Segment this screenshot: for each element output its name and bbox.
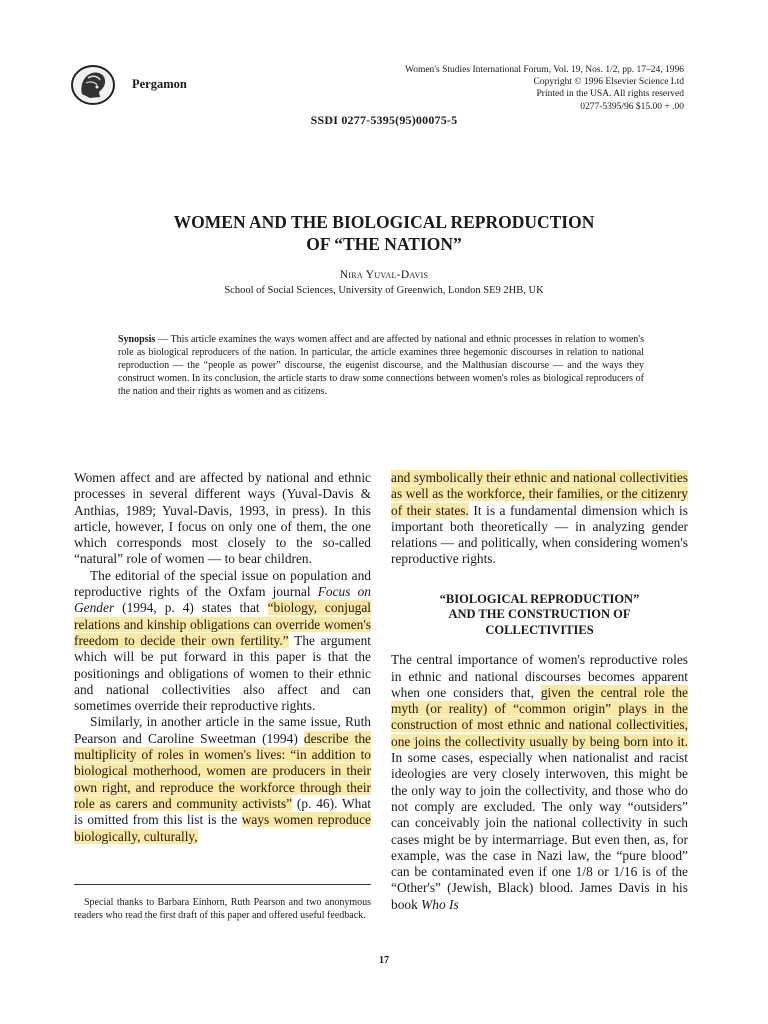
- journal-title-italic: Focus on Gender: [74, 584, 371, 616]
- pergamon-logo-icon: [70, 64, 116, 106]
- journal-citation: [405, 64, 684, 113]
- paragraph: [391, 470, 688, 568]
- highlighted-quote: “biology, conjugal relations and kinship obligations can override women's freedom to decide their own fertility.”: [74, 600, 372, 648]
- paragraph: [74, 568, 371, 715]
- page-number: 17: [379, 955, 389, 966]
- ssdi-code: SSDI 0277-5395(95)00075-5: [310, 113, 458, 127]
- footnote-divider: [74, 884, 371, 885]
- title-line: OF “THE NATION”: [306, 234, 462, 254]
- highlighted-quote: describe the multiplicity of roles in women's lives: “in addition to biological motherhood, women are producers in their own right, and reproduce the workforce through their role as carers and community activists”: [74, 730, 371, 811]
- article-title: [0, 211, 768, 255]
- heading-line: “BIOLOGICAL REPRODUCTION”: [439, 591, 640, 606]
- book-title-italic: Who Is: [421, 896, 459, 912]
- text-run: The editorial of the special issue on population and reproductive rights of the Oxfam journal: [74, 567, 371, 600]
- journal-line: Printed in the USA. All rights reserved: [536, 89, 684, 100]
- title-line: WOMEN AND THE BIOLOGICAL REPRODUCTION: [173, 212, 595, 232]
- right-column: [391, 470, 688, 913]
- text-run: (p. 46). What is omitted from this list is the: [74, 795, 371, 828]
- text-run: In some cases, especially when nationalist and racist ideologies are very closely interwoven, this might be the only way to join the collectivity, and those who do not comply are excluded. The only way “outsiders” can conceivably join the national collectivity in such cases might be by intermarriage. But even then, as, for example, was the case in Nazi law, the “pure blood” can be contaminated even if one 1/8 or 1/16 is of the “Other's” (Jewish, Black) blood. James Davis in his book: [391, 750, 688, 912]
- synopsis-text: — This article examines the ways women affect and are affected by national and ethnic processes in relation to women's role as biological reproducers of the nation. In particular, the article examines three hegemonic discourses in relation to national reproduction — the “people as power” discourse, the eugenist discourse, and the Malthusian discourse — and the ways they construct women. In its conclusion, the article starts to draw some connections between women's roles as biological reproducers of the nation and their rights as women and as citizens.: [118, 334, 644, 397]
- heading-line: COLLECTIVITIES: [485, 622, 594, 637]
- synopsis: [118, 333, 644, 398]
- text-run: The argument which will be put forward in this paper is that the positionings and obligations of women to their ethnic and national collectivities also affect and can sometimes override their reproductive rights.: [74, 632, 371, 714]
- highlighted-text: and symbolically their ethnic and national collectivities as well as the workforce, their families, or the citizenry of their states.: [391, 470, 688, 518]
- paragraph: [391, 652, 688, 913]
- publisher-name: Pergamon: [132, 77, 187, 91]
- text-run: Similarly, in another article in the same issue, Ruth Pearson and Caroline Sweetman (1994): [74, 714, 371, 746]
- journal-line: Women's Studies International Forum, Vol. 19, Nos. 1/2, pp. 17–24, 1996: [405, 65, 684, 75]
- text-run: The central importance of women's reproductive roles in ethnic and national discourses becomes apparent when one considers that,: [391, 652, 688, 700]
- author-affiliation: School of Social Sciences, University of Greenwich, London SE9 2HB, UK: [224, 285, 544, 296]
- section-heading: [391, 592, 688, 639]
- footnote-text: Special thanks to Barbara Einhorn, Ruth Pearson and two anonymous readers who read the first draft of this paper and offered useful feedback.: [74, 897, 371, 921]
- paragraph: Women affect and are affected by national and ethnic processes in several different ways (Yuval-Davis & Anthias, 1989; Yuval-Davis, 1993, in press). In this article, however, I focus on only one of them, the one which corresponds most closely to the so-called “natural” role of women — to bear children.: [74, 470, 371, 567]
- highlighted-text: ways women reproduce biologically, culturally,: [74, 812, 371, 844]
- synopsis-label: Synopsis: [118, 334, 156, 345]
- left-column: [74, 470, 371, 845]
- heading-line: AND THE CONSTRUCTION OF: [448, 607, 631, 622]
- footnote: [74, 897, 371, 922]
- text-run: It is a fundamental dimension which is important both theoretically — in analyzing gender relations — and politically, when considering women's reproductive rights.: [391, 502, 688, 567]
- highlighted-text: given the central role the myth (or reality) of “common origin” plays in the construction of most ethnic and national collectivities, one joins the collectivity usually by being born into it.: [391, 684, 688, 749]
- paragraph: [74, 714, 371, 844]
- author-name: Nira Yuval-Davis: [339, 269, 429, 281]
- text-run: (1994, p. 4) states that: [114, 600, 268, 616]
- journal-line: 0277-5395/96 $15.00 + .00: [580, 101, 684, 112]
- journal-line: Copyright © 1996 Elsevier Science Ltd: [533, 77, 684, 88]
